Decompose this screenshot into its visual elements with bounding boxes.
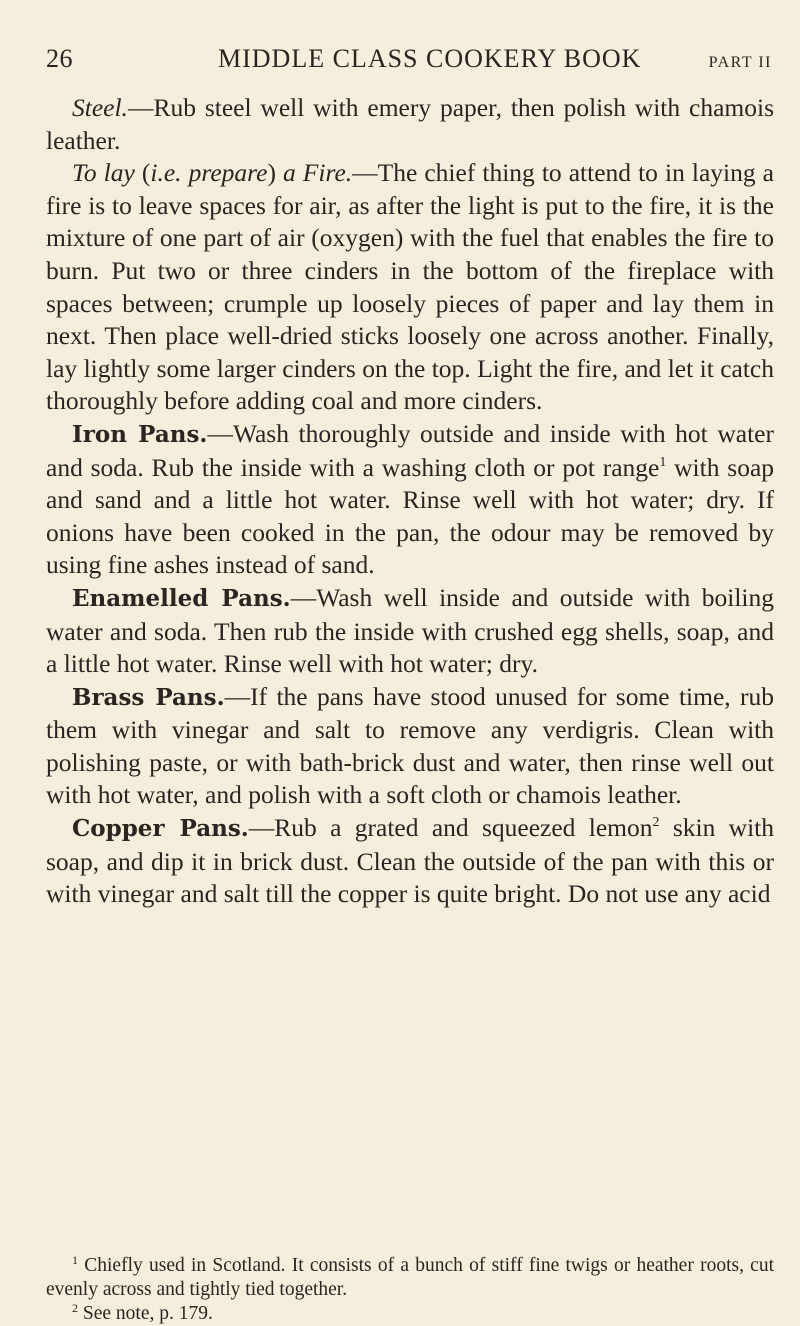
footnote-ref-1: 1 <box>659 454 667 470</box>
text-copper-pans-a: —Rub a grated and squeezed lemon <box>248 813 653 843</box>
heading-copper-pans: Copper Pans. <box>72 815 249 843</box>
text-brass-pans: —If the pans have stood unused for some time, rub them with vinegar and salt to remove any verdigris. Clean with polishing paste, or with bath-brick dust and water, then rinse well out with hot water, and polish with a soft cloth or chamois leather. <box>46 681 775 810</box>
heading-fire-c: i.e. prepare <box>150 158 268 188</box>
paragraph-steel <box>46 92 774 157</box>
page-number: 26 <box>46 44 73 73</box>
paragraph-fire <box>46 157 774 418</box>
heading-fire-b: ( <box>141 158 151 188</box>
body-text <box>46 92 774 911</box>
footnote-text-1: Chiefly used in Scotland. It consists of a bunch of stiff fine twigs or heather roots, cut evenly across and tightly tied together. <box>46 1255 775 1300</box>
running-title: MIDDLE CLASS COOKERY BOOK <box>218 44 642 73</box>
footnote-1 <box>46 1254 774 1302</box>
heading-fire-e: a Fire. <box>283 158 353 188</box>
heading-steel: Steel. <box>72 93 128 122</box>
paragraph-enamelled-pans <box>46 582 774 681</box>
footnote-text-2: See note, p. 179. <box>82 1303 213 1324</box>
footnote-mark-2: 2 <box>72 1301 78 1315</box>
footnotes <box>46 1254 774 1326</box>
text-iron-pans-a: —Wash thoroughly outside and inside with hot water and soda. Rub the inside with a washing cloth or pot range <box>46 418 774 482</box>
page-header <box>46 44 772 80</box>
text-copper-pans-b: skin with soap, and dip it in brick dust. Clean the outside of the pan with this or with vinegar and salt till the copper is quite bright. Do not use any acid <box>46 813 775 909</box>
paragraph-iron-pans <box>46 418 774 582</box>
text-fire: —The chief thing to attend to in laying a fire is to leave spaces for air, as after the light is put to the fire, it is the mixture of one part of air (oxygen) with the fuel that enables the fire to burn. Put two or three cinders in the bottom of the fireplace with spaces between; crumple up loosely pieces of paper and lay them in next. Then place well-dried sticks loosely one across another. Finally, lay lightly some larger cinders on the top. Light the fire, and let it catch thoroughly before adding coal and more cinders. <box>46 158 774 416</box>
paragraph-brass-pans <box>46 681 774 812</box>
footnote-2 <box>46 1302 774 1326</box>
text-enamelled-pans: —Wash well inside and outside with boiling water and soda. Then rub the inside with crushed egg shells, soap, and a little hot water. Rinse well with hot water; dry. <box>46 582 774 679</box>
part-label: PART II <box>708 54 772 71</box>
text-iron-pans-b: with soap and sand and a little hot water. Rinse well with hot water; dry. If onions have been cooked in the pan, the odour may be removed by using fine ashes instead of sand. <box>46 452 775 580</box>
paragraph-copper-pans <box>46 812 774 911</box>
heading-iron-pans: Iron Pans. <box>72 420 208 448</box>
heading-enamelled-pans: Enamelled Pans. <box>72 584 291 612</box>
heading-brass-pans: Brass Pans. <box>72 683 225 711</box>
text-steel: —Rub steel well with emery paper, then polish with chamois leather. <box>46 93 774 155</box>
footnote-ref-2: 2 <box>652 815 660 831</box>
heading-fire-a: To lay <box>72 158 135 188</box>
footnote-mark-1: 1 <box>72 1253 78 1267</box>
heading-fire-d: ) <box>267 158 283 188</box>
